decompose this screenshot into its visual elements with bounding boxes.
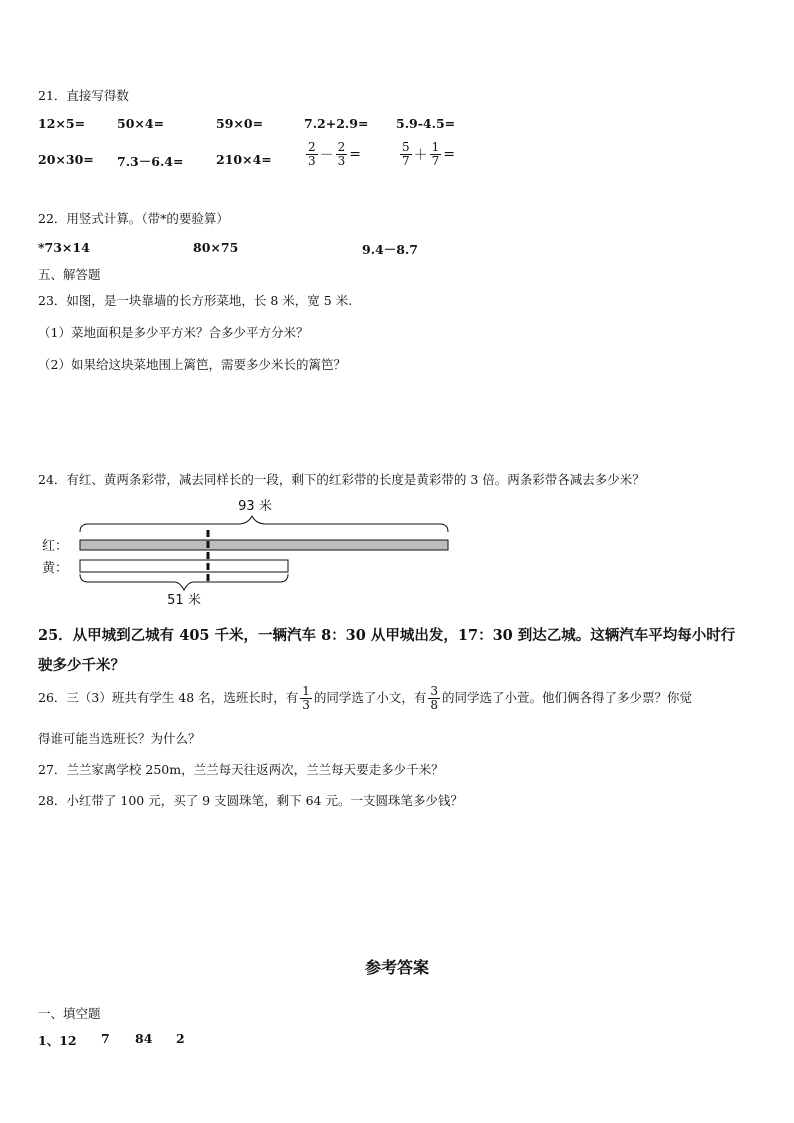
answer-item: 7 <box>101 1031 110 1046</box>
q25-line2: 驶多少千米？ <box>38 657 125 674</box>
q22-item: 80×75 <box>193 240 239 255</box>
q21-item: 12×5= <box>38 116 86 131</box>
top-brace <box>80 516 448 532</box>
yellow-ribbon-bar <box>80 560 288 572</box>
yellow-label: 黄： <box>42 561 69 576</box>
q23-title: 23．如图，是一块靠墙的长方形菜地，长 8 米，宽 5 米. <box>38 293 353 308</box>
bottom-length-label: 51 米 <box>167 593 201 608</box>
top-length-label: 93 米 <box>238 499 272 514</box>
answers-title: 参考答案 <box>364 958 429 977</box>
q22-item: 9.4－8.7 <box>362 242 418 257</box>
q22-title: 22．用竖式计算。（带*的要验算） <box>38 211 229 226</box>
q23-sub2: （2）如果给这块菜地围上篱笆，需要多少米长的篱笆？ <box>38 357 346 372</box>
q21-item: 210×4= <box>216 152 272 167</box>
q21-title: 21．直接写得数 <box>38 88 129 103</box>
q23-sub1: （1）菜地面积是多少平方米？合多少平方分米？ <box>38 325 309 340</box>
section-heading: 五、解答题 <box>38 267 101 282</box>
q21-item: 7.2+2.9= <box>304 116 369 131</box>
q26-line2: 得谁可能当选班长？为什么？ <box>38 731 201 746</box>
q21-item: 5.9-4.5= <box>396 116 456 131</box>
q21-item: 7.3－6.4= <box>117 154 184 169</box>
answer-item: 84 <box>135 1031 153 1046</box>
q21-item: 50×4= <box>117 116 165 131</box>
q22-item: *73×14 <box>38 240 90 255</box>
q24-title: 24．有红、黄两条彩带，减去同样长的一段，剩下的红彩带的长度是黄彩带的 3 倍。两条彩带各减去多少米？ <box>38 472 645 487</box>
answer-item: 1、12 <box>38 1033 77 1048</box>
q25-line1: 25．从甲城到乙城有 405 千米，一辆汽车 8：30 从甲城出发，17：30 到达乙城。这辆汽车平均每小时行 <box>38 627 736 644</box>
q21-item: 59×0= <box>216 116 264 131</box>
bottom-brace <box>80 574 288 590</box>
answer-item: 2 <box>176 1031 185 1046</box>
q21-item: 20×30= <box>38 152 94 167</box>
q26-line1: 26．三（3）班共有学生 48 名，选班长时，有 $\frac{1}{3}$ 的同学选了小文，有 $\frac{3}{8}$ 的同学选了小萱。他们俩各得了多少票？你觉 <box>38 684 693 712</box>
answers-section: 一、填空题 <box>38 1006 101 1021</box>
q21-fraction-expr-1: $\frac{2}{3}$ － $\frac{2}{3}$ = <box>308 140 362 168</box>
q27: 27．兰兰家离学校 250m，兰兰每天往返两次，兰兰每天要走多少千米？ <box>38 762 444 777</box>
red-ribbon-bar <box>80 540 448 550</box>
q28: 28．小红带了 100 元，买了 9 支圆珠笔，剩下 64 元。一支圆珠笔多少钱？ <box>38 793 463 808</box>
red-label: 红： <box>42 539 69 554</box>
ribbon-diagram <box>40 494 460 610</box>
q21-fraction-expr-2: $\frac{5}{7}$ ＋ $\frac{1}{7}$ = <box>402 140 456 168</box>
